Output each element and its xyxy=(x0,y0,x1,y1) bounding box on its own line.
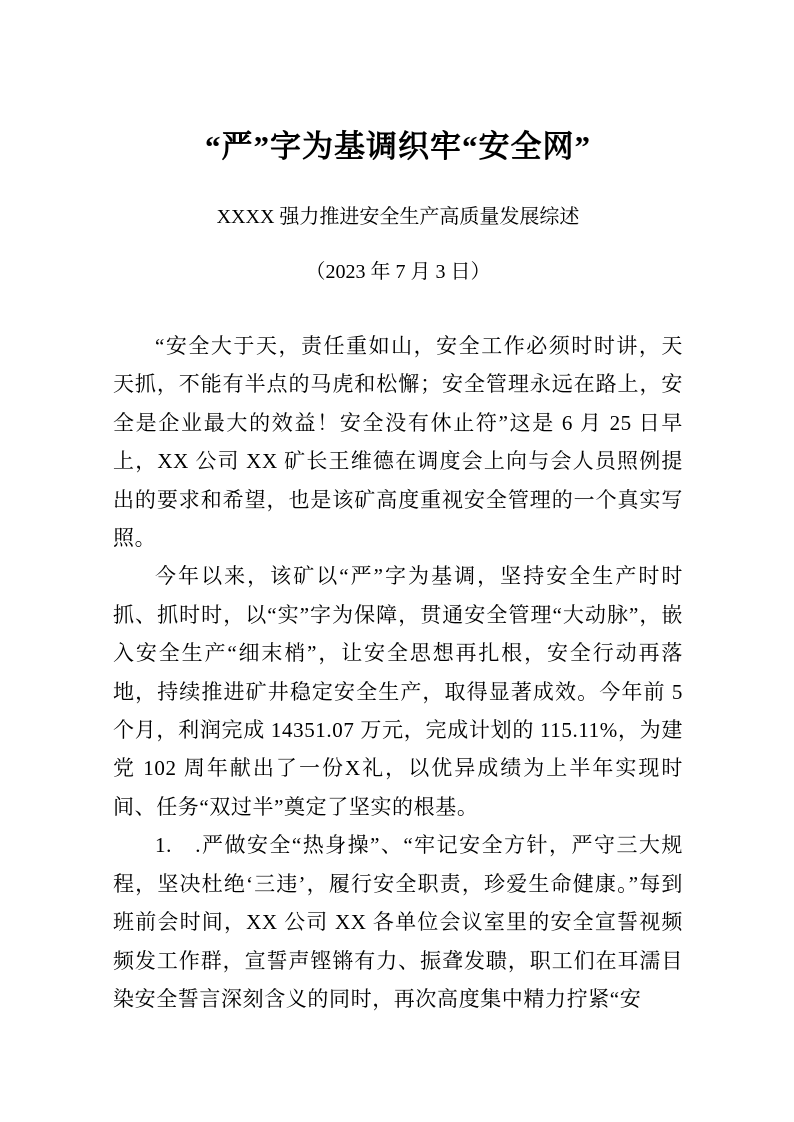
paragraph: “安全大于天，责任重如山，安全工作必须时时讲，天天抓，不能有半点的马虎和松懈；安全管理永远在路上，安全是企业最大的效益！安全没有休止符”这是 6 月 25 日早上，XX 公司 XX 矿长王维德在调度会上向与会人员照例提出的要求和希望，也是该矿高度重视安全管理的一个真实写照。 xyxy=(113,334,683,551)
document-subtitle: XXXX 强力推进安全生产高质量发展综述 xyxy=(216,206,580,228)
paragraph: 今年以来，该矿以“严”字为基调，坚持安全生产时时抓、抓时时，以“实”字为保障，贯通安全管理“大动脉”，嵌入安全生产“细末梢”，让安全思想再扎根，安全行动再落地，持续推进矿井稳定安全生产，取得显著成效。今年前 5 个月，利润完成 14351.07 万元，完成计划的 115.11%，为建党 102 周年献出了一份X礼，以优异成绩为上半年实现时间、任务“双过半”奠定了坚实的根基。 xyxy=(113,564,683,819)
document-body xyxy=(113,327,683,1018)
paragraph: 1. .严做安全“热身操”、“牢记安全方针，严守三大规程，坚决杜绝‘三违’，履行安全职责，珍爱生命健康。”每到班前会时间，XX 公司 XX 各单位会议室里的安全宣誓视频频发工作群，宣誓声铿锵有力、振聋发聩，职工们在耳濡目染安全誓言深刻含义的同时，再次高度集中精力拧紧“安 xyxy=(113,833,683,1011)
document-title: “严”字为基调织牢“安全网” xyxy=(205,129,591,164)
document-date: （2023 年 7 月 3 日） xyxy=(305,261,491,283)
